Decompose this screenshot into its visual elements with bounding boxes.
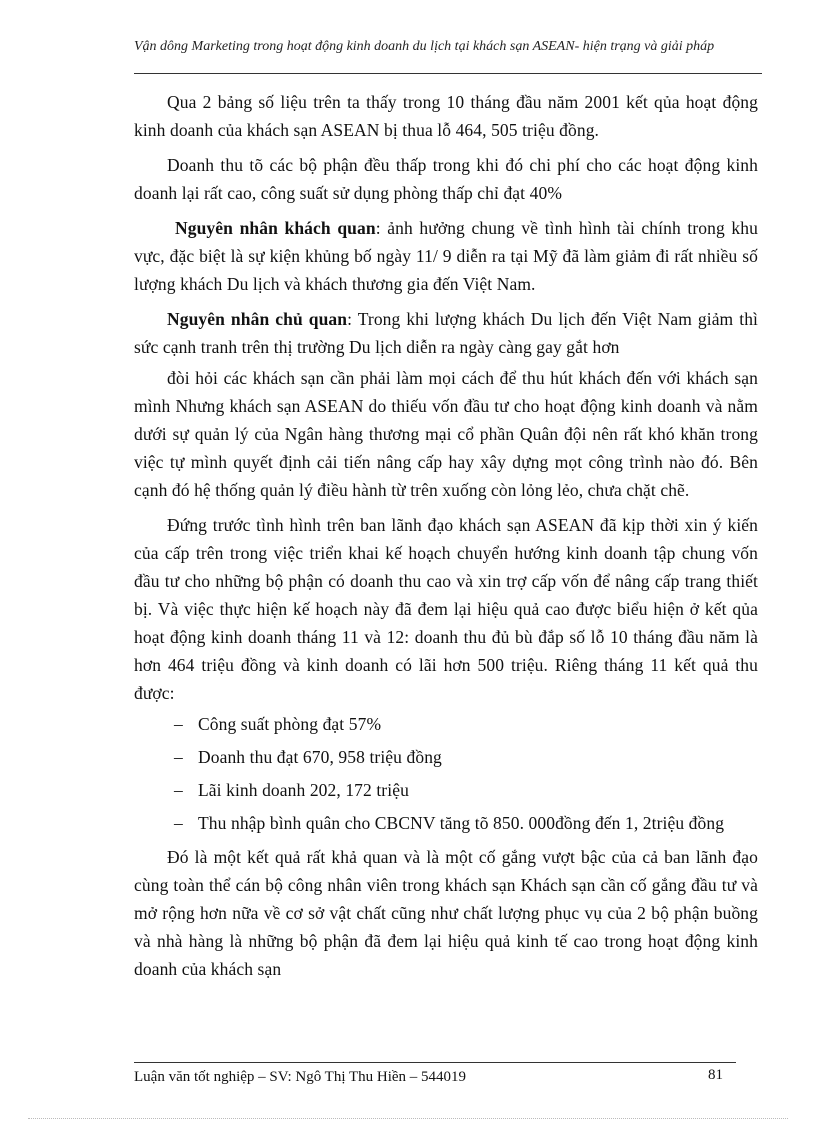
running-header: Vận dông Marketing trong hoạt động kinh doanh du lịch tại khách sạn ASEAN- hiện trạng và giải pháp [134, 39, 715, 54]
page-body [134, 88, 758, 990]
dash-marker: – [174, 813, 183, 833]
footer-rule [134, 1062, 736, 1063]
footer-thesis-info: Luận văn tốt nghiệp – SV: Ngô Thị Thu Hiền – 544019 [134, 1069, 467, 1085]
dash-marker: – [174, 714, 183, 734]
paragraph-revenue: Doanh thu tõ các bộ phận đều thấp trong khi đó chi phí cho các hoạt động kinh doanh lại rất cao, công suất sử dụng phòng thấp chỉ đạt 40% [134, 155, 758, 203]
list-item: – Thu nhập bình quân cho CBCNV tăng tõ 850. 000đồng đến 1, 2triệu đồng [134, 809, 758, 837]
list-item: – Công suất phòng đạt 57% [134, 710, 758, 738]
subjective-cause-text: : Trong khi lượng khách Du lịch đến Việt Nam giảm thì sức cạnh tranh trên thị trường Du lịch diễn ra ngày càng gay gắt hơn [134, 309, 759, 357]
objective-cause-text: : ảnh hưởng chung về tình hình tài chính trong khu vực, đặc biệt là sự kiện khủng bố ngày 11/ 9 diễn ra tại Mỹ đã làm giảm đi rất nhiều số lượng khách Du lịch và khách thương gia đến Việt Nam. [134, 218, 758, 294]
results-list [134, 710, 758, 837]
paragraph-conclusion: Đó là một kết quả rất khả quan và là một cố gắng vượt bậc của cả ban lãnh đạo cùng toàn thể cán bộ công nhân viên trong khách sạn Khách sạn cần cố gắng đầu tư và mở rộng hơn nữa về cơ sở vật chất cũng như chất lượng phục vụ của 2 bộ phận buồng và nhà hàng là những bộ phận đã đem lại hiệu quả kinh tế cao trong hoạt động kinh doanh của khách sạn [134, 847, 758, 979]
subjective-cause-heading: Nguyên nhân chủ quan [167, 309, 348, 329]
paragraph-management-response: Đứng trước tình hình trên ban lãnh đạo khách sạn ASEAN đã kịp thời xin ý kiến của cấp trên trong việc triển khai kế hoạch chuyển hướng kinh doanh tập chung vốn đầu tư cho những bộ phận có doanh thu cao và xin trợ cấp vốn để nâng cấp trang thiết bị. Và việc thực hiện kế hoạch này đã đem lại hiệu quả cao được biểu hiện ở kết qủa hoạt động kinh doanh tháng 11 và 12: doanh thu đủ bù đắp số lỗ 10 tháng đầu năm là hơn 464 triệu đồng và kinh doanh có lãi hơn 500 triệu. Riêng tháng 11 kết quả thu được: [134, 515, 758, 703]
header-rule [134, 73, 762, 74]
page-number: 81 [708, 1067, 723, 1083]
objective-cause-heading: Nguyên nhân khách quan [175, 218, 376, 238]
list-item: – Lãi kinh doanh 202, 172 triệu [134, 776, 758, 804]
page-edge-dotted-line [28, 1118, 788, 1119]
paragraph-objective-cause [134, 214, 758, 298]
paragraph-hotel-constraints: đòi hỏi các khách sạn cần phải làm mọi cách để thu hút khách đến với khách sạn mình Nhưng khách sạn ASEAN do thiếu vốn đầu tư cho hoạt động kinh doanh và nằm dưới sự quản lý của Ngân hàng thương mại cổ phần Quân đội nên rất khó khăn trong việc tự mình quyết định cải tiến nâng cấp hay xây dựng mọt công trình nào đó. Bên cạnh đó hệ thống quản lý điều hành từ trên xuống còn lỏng lẻo, chưa chặt chẽ. [134, 368, 758, 500]
dash-marker: – [174, 747, 183, 767]
dash-marker: – [174, 780, 183, 800]
list-item: – Doanh thu đạt 670, 958 triệu đồng [134, 743, 758, 771]
paragraph-loss-summary: Qua 2 bảng số liệu trên ta thấy trong 10 tháng đầu năm 2001 kết qủa hoạt động kinh doanh của khách sạn ASEAN bị thua lỗ 464, 505 triệu đồng. [134, 92, 758, 140]
paragraph-subjective-cause [134, 305, 758, 361]
